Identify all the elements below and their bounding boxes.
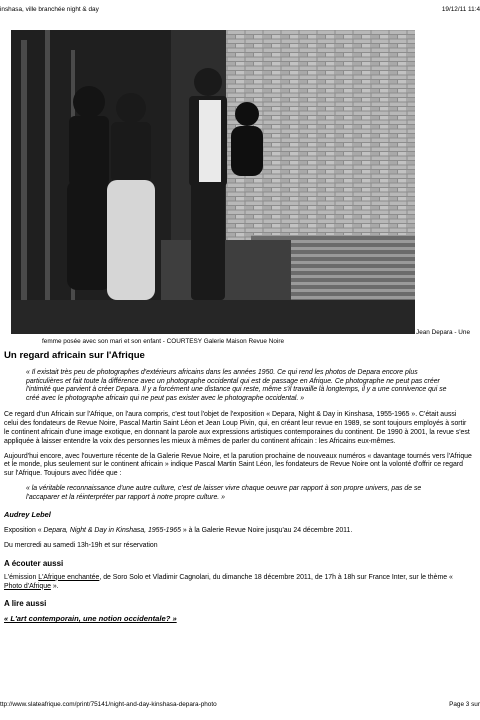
paragraph-2: Aujourd'hui encore, avec l'ouverture récente de la Galerie Revue Noire, et la parution prochaine de nouveaux numéros « davantage tournés vers l'Afrique et le monde, plus seulement sur le continent africain » indique Pascal Martin Saint Léon, les fondateurs de Revue Noire ont la volonté d'offrir ce regard sur l'Afrique. Toujours avec l'idée que : bbox=[4, 452, 472, 478]
related-article-link[interactable]: « L'art contemporain, une notion occidentale? » bbox=[4, 614, 177, 624]
photo-afrique-link[interactable]: Photo d'Afrique bbox=[4, 582, 51, 590]
article-photo bbox=[11, 30, 415, 334]
listen-suffix: ». bbox=[50, 582, 59, 590]
print-footer-page: Page 3 sur bbox=[449, 701, 480, 708]
blockquote-1: « Il existait très peu de photographes d'extérieurs africains dans les années 1950. Ce qui rend les photos de Depara encore plus particulières et fait toute la différence avec un photographe occidental qui est de passage en Afrique. Ce photographe ne peut pas créer l'intimité que parvient à créer Depara. Il y a forcément une distance qui reste, même s'il travaille là longtemps, il y a une connivence qui se créé avec le photographe africain qui ne peut pas exister avec le photographe occidental. » bbox=[26, 369, 447, 402]
listen-text bbox=[4, 574, 472, 592]
paragraph-1: Ce regard d'un Africain sur l'Afrique, on l'aura compris, c'est tout l'objet de l'exposition « Depara, Night & Day in Kinshasa, 1955-1965 ». C'était aussi celui des fondateurs de Revue Noire, Pascal Martin Saint Léon et Jean Loup Pivin, qui, en créant leur revue en 1989, se sont toujours employés à sortir le continent africain d'une image exotique, en donnant la parole aux expressions artistiques contemporaines du continent. De 1990 à 2001, la revue s'est appliquée à laisser entendre la voix des personnes les mieux à mêmes de parler du continent africain : les Africains eux-mêmes. bbox=[4, 411, 470, 445]
radio-show-link[interactable]: L'Afrique enchantée bbox=[38, 573, 100, 581]
listen-prefix: L'émission bbox=[4, 573, 39, 581]
expo-prefix: Exposition « bbox=[4, 527, 44, 535]
print-header-title: inshasa, ville branchée night & day bbox=[0, 6, 99, 13]
expo-title: Depara, Night & Day in Kinshasa, 1955-1965 bbox=[43, 527, 181, 535]
opening-hours: Du mercredi au samedi 13h-19h et sur réservation bbox=[4, 541, 158, 549]
expo-suffix: » à la Galerie Revue Noire jusqu'au 24 décembre 2011. bbox=[180, 527, 353, 535]
exhibition-info bbox=[4, 527, 472, 536]
listen-heading: A écouter aussi bbox=[4, 558, 64, 568]
blockquote-2: « la véritable reconnaissance d'une autre culture, c'est de laisser vivre chaque oeuvre par rapport à son propre univers, pas de se l'accaparer et la réinterpréter par rapport à notre propre culture. » bbox=[26, 484, 422, 501]
photo-caption-end: femme posée avec son mari et son enfant - COURTESY Galerie Maison Revue Noire bbox=[42, 338, 285, 345]
read-heading: A lire aussi bbox=[4, 599, 47, 609]
section-heading: Un regard africain sur l'Afrique bbox=[4, 350, 145, 361]
print-footer-url: ttp://www.slateafrique.com/print/75141/night-and-day-kinshasa-depara-photo bbox=[0, 701, 217, 708]
author-name: Audrey Lebel bbox=[4, 510, 51, 520]
print-header-datetime: 19/12/11 11:4 bbox=[441, 6, 480, 13]
photo-caption-start: Jean Depara - Une bbox=[416, 329, 470, 336]
listen-middle: , de Soro Solo et Vladimir Cagnolari, du dimanche 18 décembre 2011, de 17h à 18h sur France Inter, sur le thème « bbox=[99, 573, 453, 581]
article-body bbox=[4, 350, 472, 623]
